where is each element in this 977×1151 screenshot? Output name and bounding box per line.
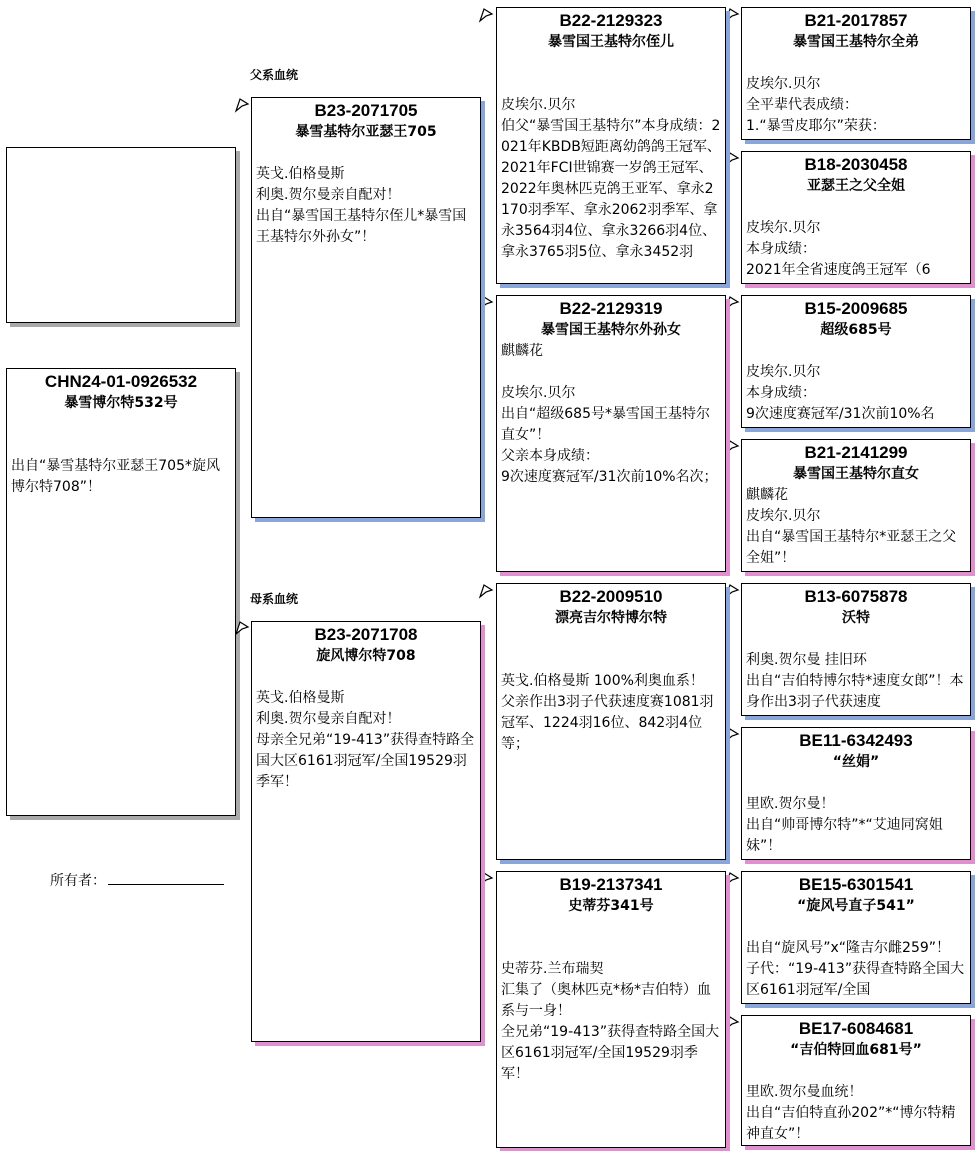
text-line: 9次速度赛冠军/31次前10%名次； xyxy=(501,469,718,485)
pigeon-name: 超级685号 xyxy=(820,322,892,338)
text-line xyxy=(742,341,970,362)
text-line: 麒麟花 xyxy=(746,487,788,503)
ring-number: BE11-6342493 xyxy=(799,731,913,750)
card-dam-dam-sire xyxy=(741,871,971,1004)
text-line xyxy=(252,667,480,688)
text-line: 皮埃尔.贝尔 xyxy=(746,508,821,524)
text-line: 利奥.贺尔曼亲自配对！ xyxy=(256,187,401,203)
tag-icon xyxy=(724,871,740,887)
text-line: 皮埃尔.贝尔 xyxy=(501,385,576,401)
text-line xyxy=(7,414,235,435)
ring-number: B18-2030458 xyxy=(804,155,908,174)
text-line: 史蒂芬.兰布瑞契 xyxy=(501,961,604,977)
text-line: 皮埃尔.贝尔 xyxy=(746,220,821,236)
text-line xyxy=(497,938,725,959)
card-subject xyxy=(6,368,236,816)
card-sire-dam xyxy=(496,295,726,572)
text-line xyxy=(497,650,725,671)
card-dam-sire xyxy=(496,583,726,860)
text-line: 英戈.伯格曼斯 100%利奥血系！ xyxy=(501,673,704,689)
card-dam-dam-dam xyxy=(741,1015,971,1146)
text-line: 利奥.贺尔曼 挂旧环 xyxy=(746,652,867,668)
text-line: 里欧.贺尔曼！ xyxy=(746,796,835,812)
ring-number: B22-2129319 xyxy=(559,299,663,318)
card-sire xyxy=(251,97,481,518)
text-line: 出自“吉伯特直孙202”*“博尔特精神直女”！ xyxy=(746,1105,956,1142)
text-line xyxy=(252,143,480,164)
text-line: 父亲作出3羽子代获速度赛1081羽冠军、1224羽16位、842羽4位等； xyxy=(501,694,714,752)
pigeon-name: “旋风号直子541” xyxy=(797,898,915,914)
pigeon-name: 暴雪国王基特尔侄儿 xyxy=(548,34,674,50)
owner-label: 所有者： xyxy=(50,873,106,889)
text-line xyxy=(497,362,725,383)
text-line xyxy=(742,629,970,650)
ring-number: B21-2141299 xyxy=(804,443,908,462)
text-line xyxy=(497,917,725,938)
text-line: 出自“吉伯特博尔特*速度女郎”！本身作出3羽子代获速度 xyxy=(746,673,964,710)
text-line xyxy=(497,629,725,650)
tag-icon xyxy=(724,295,740,311)
card-sire-dam-sire xyxy=(741,295,971,428)
text-line xyxy=(742,53,970,74)
pigeon-name: “吉伯特回血681号” xyxy=(790,1042,922,1058)
text-line: 2021年全省速度鸽王冠军（6 xyxy=(746,262,931,278)
pigeon-name: 漂亮吉尔特博尔特 xyxy=(555,610,667,626)
text-line: 出自“暴雪国王基特尔侄儿*暴雪国王基特尔外孙女”！ xyxy=(256,208,467,245)
text-line xyxy=(742,197,970,218)
text-line xyxy=(497,53,725,74)
text-line: 英戈.伯格曼斯 xyxy=(256,690,345,706)
text-line: 出自“帅哥博尔特”*“艾迪同窝姐妹”！ xyxy=(746,817,943,854)
pigeon-name: 暴雪博尔特532号 xyxy=(64,395,178,411)
card-dam-dam xyxy=(496,871,726,1148)
text-line: 出自“超级685号*暴雪国王基特尔直女”！ xyxy=(501,406,710,443)
tag-icon xyxy=(724,583,740,599)
photo-box xyxy=(6,147,236,323)
text-line: 出自“暴雪基特尔亚瑟王705*旋风博尔特708”！ xyxy=(11,458,220,495)
text-line: 1.“暴雪皮耶尔”荣获： xyxy=(746,118,886,134)
ring-number: BE15-6301541 xyxy=(798,875,914,894)
text-line: 出自“暴雪国王基特尔*亚瑟王之父全姐”！ xyxy=(746,529,957,566)
text-line: 全兄弟“19-413”获得查特路全国大区6161羽冠军/全国19529羽季军！ xyxy=(501,1024,720,1082)
text-line xyxy=(497,74,725,95)
owner-underline xyxy=(108,870,224,885)
text-line: 9次速度赛冠军/31次前10%名 xyxy=(746,406,935,422)
tag-icon xyxy=(724,7,740,23)
ring-number: BE17-6084681 xyxy=(798,1019,914,1038)
text-line: 本身成绩： xyxy=(746,241,816,257)
tag-icon xyxy=(234,620,250,636)
card-sire-sire-sire xyxy=(741,7,971,140)
pigeon-name: “丝娟” xyxy=(832,754,880,770)
pigeon-name: 暴雪国王基特尔外孙女 xyxy=(541,322,681,338)
card-sire-dam-dam xyxy=(741,439,971,572)
text-line: 利奥.贺尔曼亲自配对！ xyxy=(256,711,401,727)
pigeon-name: 旋风博尔特708 xyxy=(316,648,416,664)
pigeon-name: 史蒂芬341号 xyxy=(568,898,654,914)
card-dam xyxy=(251,621,481,1042)
text-line: 出自“旋风号”x“隆吉尔雌259”！ 子代：“19-413”获得查特路全国大区6161羽冠军/全国 xyxy=(746,940,965,998)
text-line: 父亲本身成绩： xyxy=(501,448,599,464)
pigeon-name: 暴雪基特尔亚瑟王705 xyxy=(295,124,437,140)
tag-icon xyxy=(724,151,740,167)
pigeon-name: 亚瑟王之父全姐 xyxy=(807,178,905,194)
tag-icon xyxy=(724,727,740,743)
ring-number: B21-2017857 xyxy=(804,11,908,30)
text-line xyxy=(742,773,970,794)
text-line xyxy=(7,435,235,456)
pigeon-name: 暴雪国王基特尔全弟 xyxy=(793,34,919,50)
ring-number: B23-2071708 xyxy=(314,625,418,644)
text-line: 皮埃尔.贝尔 xyxy=(501,97,576,113)
tag-icon xyxy=(724,1015,740,1031)
ring-number: B19-2137341 xyxy=(559,875,663,894)
text-line xyxy=(742,1061,970,1082)
ring-number: B22-2129323 xyxy=(559,11,663,30)
text-line: 里欧.贺尔曼血统！ xyxy=(746,1084,863,1100)
owner-field[interactable] xyxy=(50,870,224,890)
text-line: 母亲全兄弟“19-413”获得查特路全国大区6161羽冠军/全国19529羽季军！ xyxy=(256,732,475,790)
text-line: 麒麟花 xyxy=(501,343,543,359)
ring-number: CHN24-01-0926532 xyxy=(44,372,198,391)
pigeon-name: 暴雪国王基特尔直女 xyxy=(793,466,919,482)
tag-icon xyxy=(478,7,494,23)
text-line: 汇集了（奥林匹克*杨*吉伯特）血系与一身！ xyxy=(501,982,711,1019)
card-sire-sire xyxy=(496,7,726,284)
text-line: 伯父“暴雪国王基特尔”本身成绩：2021年KBDB短距离幼鸽鸽王冠军、2021年FCI世锦赛一岁鸽王冠军、2022年奥林匹克鸽王亚军、拿永2170羽季军、拿永2062羽季军、拿永3564羽4位、拿永3266羽4位、拿永3765羽5位、拿永3452羽 xyxy=(501,118,721,260)
text-line: 本身成绩： xyxy=(746,385,816,401)
tag-icon xyxy=(234,97,250,113)
card-dam-sire-sire xyxy=(741,583,971,716)
text-line: 皮埃尔.贝尔 xyxy=(746,364,821,380)
card-dam-sire-dam xyxy=(741,727,971,860)
text-line: 全平辈代表成绩： xyxy=(746,97,858,113)
ring-number: B15-2009685 xyxy=(804,299,908,318)
text-line xyxy=(742,917,970,938)
text-line: 英戈.伯格曼斯 xyxy=(256,166,345,182)
ring-number: B13-6075878 xyxy=(804,587,908,606)
maternal-label: 母系血统 xyxy=(250,592,299,606)
ring-number: B22-2009510 xyxy=(559,587,663,606)
tag-icon xyxy=(478,583,494,599)
text-line: 皮埃尔.贝尔 xyxy=(746,76,821,92)
ring-number: B23-2071705 xyxy=(314,101,418,120)
card-sire-sire-dam xyxy=(741,151,971,284)
tag-icon xyxy=(724,439,740,455)
pigeon-name: 沃特 xyxy=(842,610,870,626)
paternal-label: 父系血统 xyxy=(250,68,299,82)
